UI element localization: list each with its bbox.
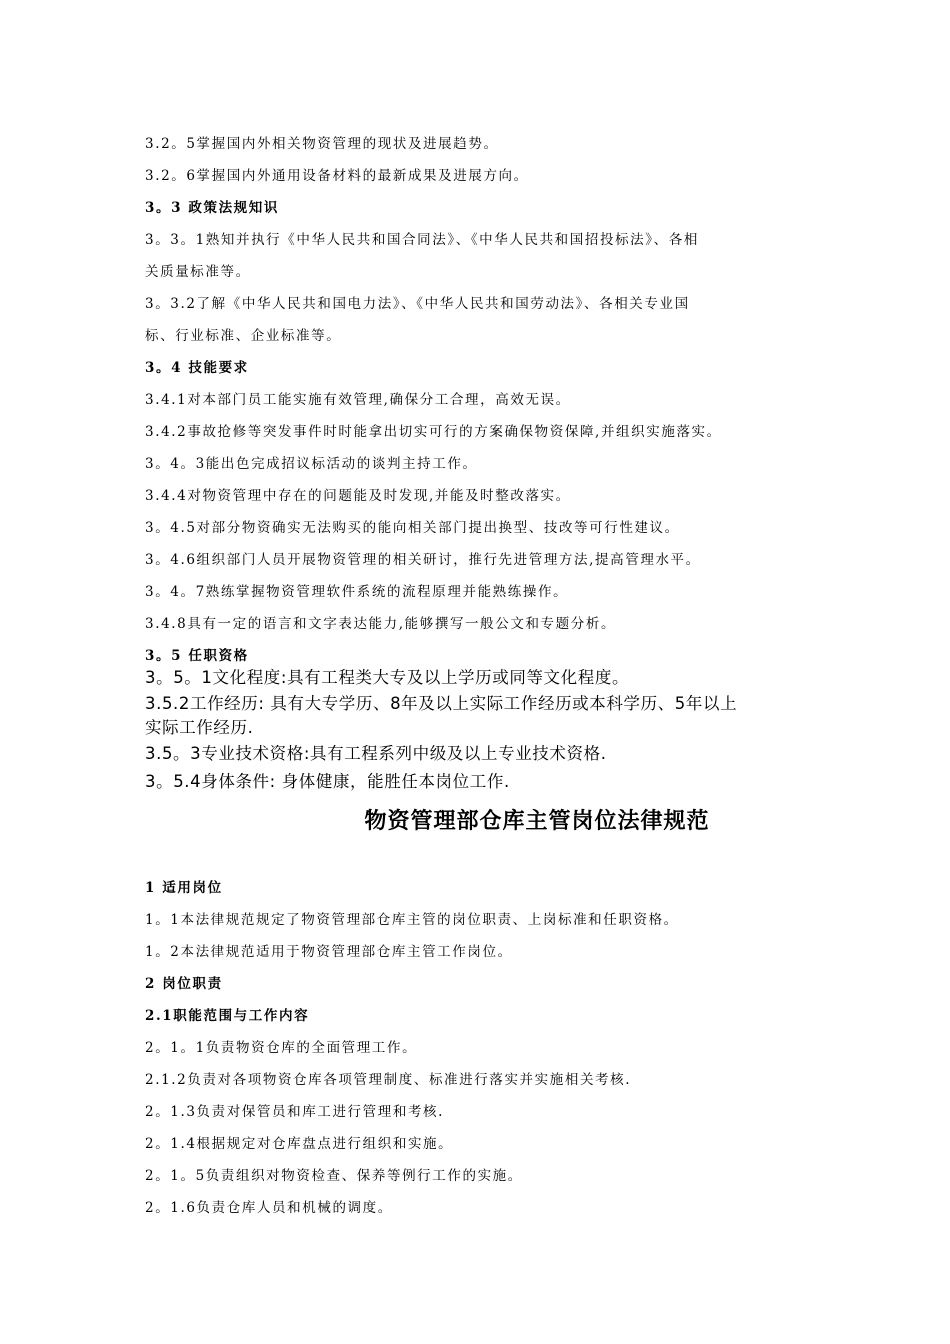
paragraph-3-3-1-cont: 关质量标准等。 bbox=[145, 264, 251, 280]
paragraph-3-5-3: 3.5。3专业技术资格:具有工程系列中级及以上专业技术资格. bbox=[145, 744, 607, 763]
paragraph-2-1-4: 2。1.4根据规定对仓库盘点进行组织和实施。 bbox=[145, 1136, 454, 1152]
document-title: 物资管理部仓库主管岗位法律规范 bbox=[364, 809, 710, 834]
heading-3-5: 3。5 任职资格 bbox=[145, 648, 249, 664]
paragraph-3-2-5: 3.2。5掌握国内外相关物资管理的现状及进展趋势。 bbox=[145, 136, 499, 152]
paragraph-3-4-6: 3。4.6组织部门人员开展物资管理的相关研讨，推行先进管理方法,提高管理水平。 bbox=[145, 552, 701, 568]
heading-1: 1 适用岗位 bbox=[145, 880, 223, 896]
paragraph-3-4-8: 3.4.8具有一定的语言和文字表达能力,能够撰写一般公文和专题分析。 bbox=[145, 616, 617, 632]
paragraph-3-3-2-cont: 标、行业标准、企业标准等。 bbox=[145, 328, 342, 344]
paragraph-3-5-2-cont: 实际工作经历. bbox=[145, 718, 254, 737]
paragraph-2-1-2: 2.1.2负责对各项物资仓库各项管理制度、标准进行落实并实施相关考核. bbox=[145, 1072, 632, 1088]
paragraph-3-5-2: 3.5.2工作经历: 具有大专学历、8年及以上实际工作经历或本科学历、5年以上 bbox=[145, 694, 738, 713]
paragraph-3-4-1: 3.4.1对本部门员工能实施有效管理,确保分工合理，高效无误。 bbox=[145, 392, 571, 408]
paragraph-2-1-3: 2。1.3负责对保管员和库工进行管理和考核. bbox=[145, 1104, 445, 1120]
heading-3-4: 3。4 技能要求 bbox=[145, 360, 249, 376]
paragraph-3-5-1: 3。5。1文化程度:具有工程类大专及以上学历或同等文化程度。 bbox=[145, 668, 630, 687]
paragraph-3-4-3: 3。4。3能出色完成招议标活动的谈判主持工作。 bbox=[145, 456, 478, 472]
paragraph-2-1-5: 2。1。5负责组织对物资检查、保养等例行工作的实施。 bbox=[145, 1168, 523, 1184]
paragraph-2-1-1: 2。1。1负责物资仓库的全面管理工作。 bbox=[145, 1040, 418, 1056]
paragraph-3-3-2: 3。3.2了解《中华人民共和国电力法》、《中华人民共和国劳动法》、各相关专业国 bbox=[145, 296, 690, 312]
paragraph-3-4-5: 3。4.5对部分物资确实无法购买的能向相关部门提出换型、技改等可行性建议。 bbox=[145, 520, 680, 536]
paragraph-1-1: 1。1本法律规范规定了物资管理部仓库主管的岗位职责、上岗标准和任职资格。 bbox=[145, 912, 679, 928]
paragraph-1-2: 1。2本法律规范适用于物资管理部仓库主管工作岗位。 bbox=[145, 944, 513, 960]
heading-3-3: 3。3 政策法规知识 bbox=[145, 200, 279, 216]
paragraph-2-1-6: 2。1.6负责仓库人员和机械的调度。 bbox=[145, 1200, 393, 1216]
paragraph-3-5-4: 3。5.4身体条件: 身体健康，能胜任本岗位工作. bbox=[145, 772, 510, 791]
paragraph-3-3-1: 3。3。1熟知并执行《中华人民共和国合同法》、《中华人民共和国招投标法》、各相 bbox=[145, 232, 699, 248]
paragraph-3-4-4: 3.4.4对物资管理中存在的问题能及时发现,并能及时整改落实。 bbox=[145, 488, 571, 504]
paragraph-3-4-7: 3。4。7熟练掌握物资管理软件系统的流程原理并能熟练操作。 bbox=[145, 584, 569, 600]
paragraph-3-4-2: 3.4.2事故抢修等突发事件时时能拿出切实可行的方案确保物资保障,并组织实施落实。 bbox=[145, 424, 722, 440]
heading-2: 2 岗位职责 bbox=[145, 976, 223, 992]
heading-2-1: 2.1职能范围与工作内容 bbox=[145, 1008, 310, 1024]
paragraph-3-2-6: 3.2。6掌握国内外通用设备材料的最新成果及进展方向。 bbox=[145, 168, 529, 184]
